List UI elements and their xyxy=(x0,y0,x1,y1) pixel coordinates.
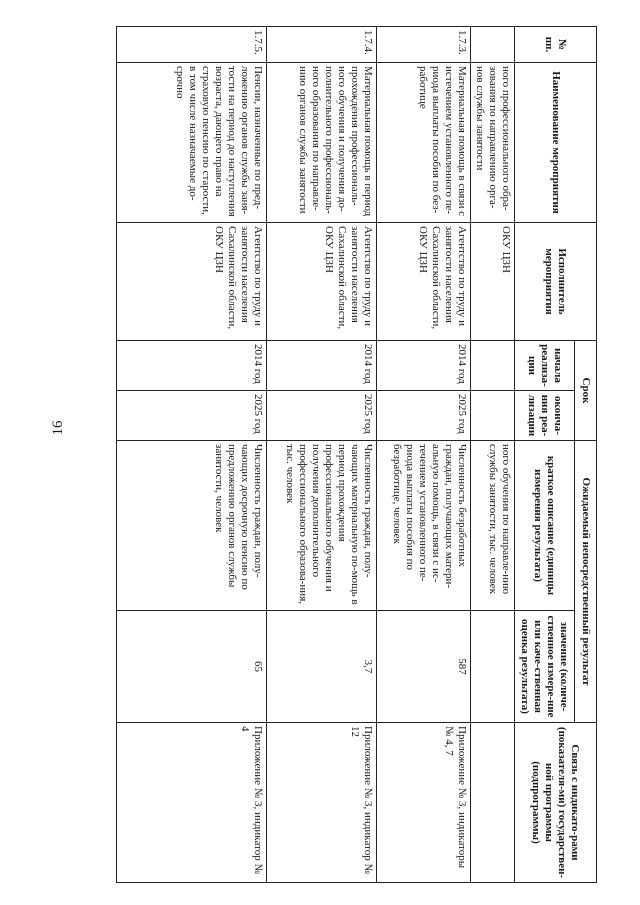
cell-link: Приложение № 3, индикатор № 12 xyxy=(267,723,377,883)
cell-value xyxy=(471,611,515,723)
table-row xyxy=(267,27,377,883)
cell-start: 2014 год xyxy=(377,341,471,391)
measures-table xyxy=(116,26,597,883)
cell-end: 2025 год xyxy=(267,391,377,441)
cell-name: ного профессионального обра-зования по направлению орга-нов службы занятости xyxy=(471,63,515,223)
cell-start: 2014 год xyxy=(117,341,267,391)
cell-link: Приложение № 3, индикатор № 4 xyxy=(117,723,267,883)
header-term-start: начала реализа-ции xyxy=(515,341,575,391)
cell-executor: Агентство по труду и занятости населения Сахалинской области, ОКУ ЦЗН xyxy=(377,223,471,341)
cell-executor: Агентство по труду и занятости населения Сахалинской области, ОКУ ЦЗН xyxy=(267,223,377,341)
cell-value: 587 xyxy=(377,611,471,723)
cell-num: 1.7.3. xyxy=(377,27,471,63)
header-desc: краткое описание (единицы измерения результата) xyxy=(515,441,575,611)
cell-desc: Численность граждан, полу-чающих досрочную пенсию по предложению органов службы занятости, человек xyxy=(117,441,267,611)
header-term: Срок xyxy=(575,341,597,441)
cell-value: 65 xyxy=(117,611,267,723)
cell-end: 2025 год xyxy=(377,391,471,441)
cell-executor: Агентство по труду и занятости населения Сахалинской области, ОКУ ЦЗН xyxy=(117,223,267,341)
cell-link xyxy=(471,723,515,883)
header-expected: Ожидаемый непосредственный результат xyxy=(575,441,597,723)
cell-desc: Численность граждан, полу-чающих материальную по-мощь в период прохождения профессионального обучения и получения дополнительного профессионального образова-ния, тыс. человек xyxy=(267,441,377,611)
cell-end xyxy=(471,391,515,441)
header-executor: Исполнитель мероприятия xyxy=(515,223,597,341)
page-number: 16 xyxy=(50,420,66,436)
table-row xyxy=(377,27,471,883)
cell-start xyxy=(471,341,515,391)
cell-desc: Численность безработных граждан, получающих матери-альную помощь, в связи с ис-течением установленного пе-риода выплаты пособия по безработице, человек xyxy=(377,441,471,611)
table-row xyxy=(117,27,267,883)
header-value: значение (количе-ственное измере-ние или каче-ственная оценка результата) xyxy=(515,611,575,723)
cell-start: 2014 год xyxy=(267,341,377,391)
header-term-end: оконча-ния реа-лизации xyxy=(515,391,575,441)
cell-name: Материальная помощь в период прохождения профессиональ-ного обучения и получения до-полнительного профессиональ-ного образования по направле-нию органов службы занятости xyxy=(267,63,377,223)
cell-value: 3,7 xyxy=(267,611,377,723)
cell-link: Приложение № 3, индикаторы № 4, 7 xyxy=(377,723,471,883)
header-num: № пп. xyxy=(515,27,597,63)
rotated-page xyxy=(71,26,597,882)
cell-num: 1.7.4. xyxy=(267,27,377,63)
table-row xyxy=(471,27,515,883)
cell-num: 1.7.5. xyxy=(117,27,267,63)
header-link: Связь с индикато-рами (показателя-ми) государствен-ной программы (подпрограммы) xyxy=(515,723,597,883)
cell-name: Материальная помощь в связи с истечением установленного пе-риода выплаты пособия по без-работице xyxy=(377,63,471,223)
cell-end: 2025 год xyxy=(117,391,267,441)
cell-num xyxy=(471,27,515,63)
cell-name: Пенсии, назначенные по пред-ложению органов службы заня-тости на период до наступления возраста, дающего право на страховую пенсию по старости, в том числе назначаемые до-срочно xyxy=(117,63,267,223)
cell-executor: ОКУ ЦЗН xyxy=(471,223,515,341)
cell-desc: ного обучения по направле-нию службы занятости, тыс. человек xyxy=(471,441,515,611)
header-name: Наименование мероприятия xyxy=(515,63,597,223)
